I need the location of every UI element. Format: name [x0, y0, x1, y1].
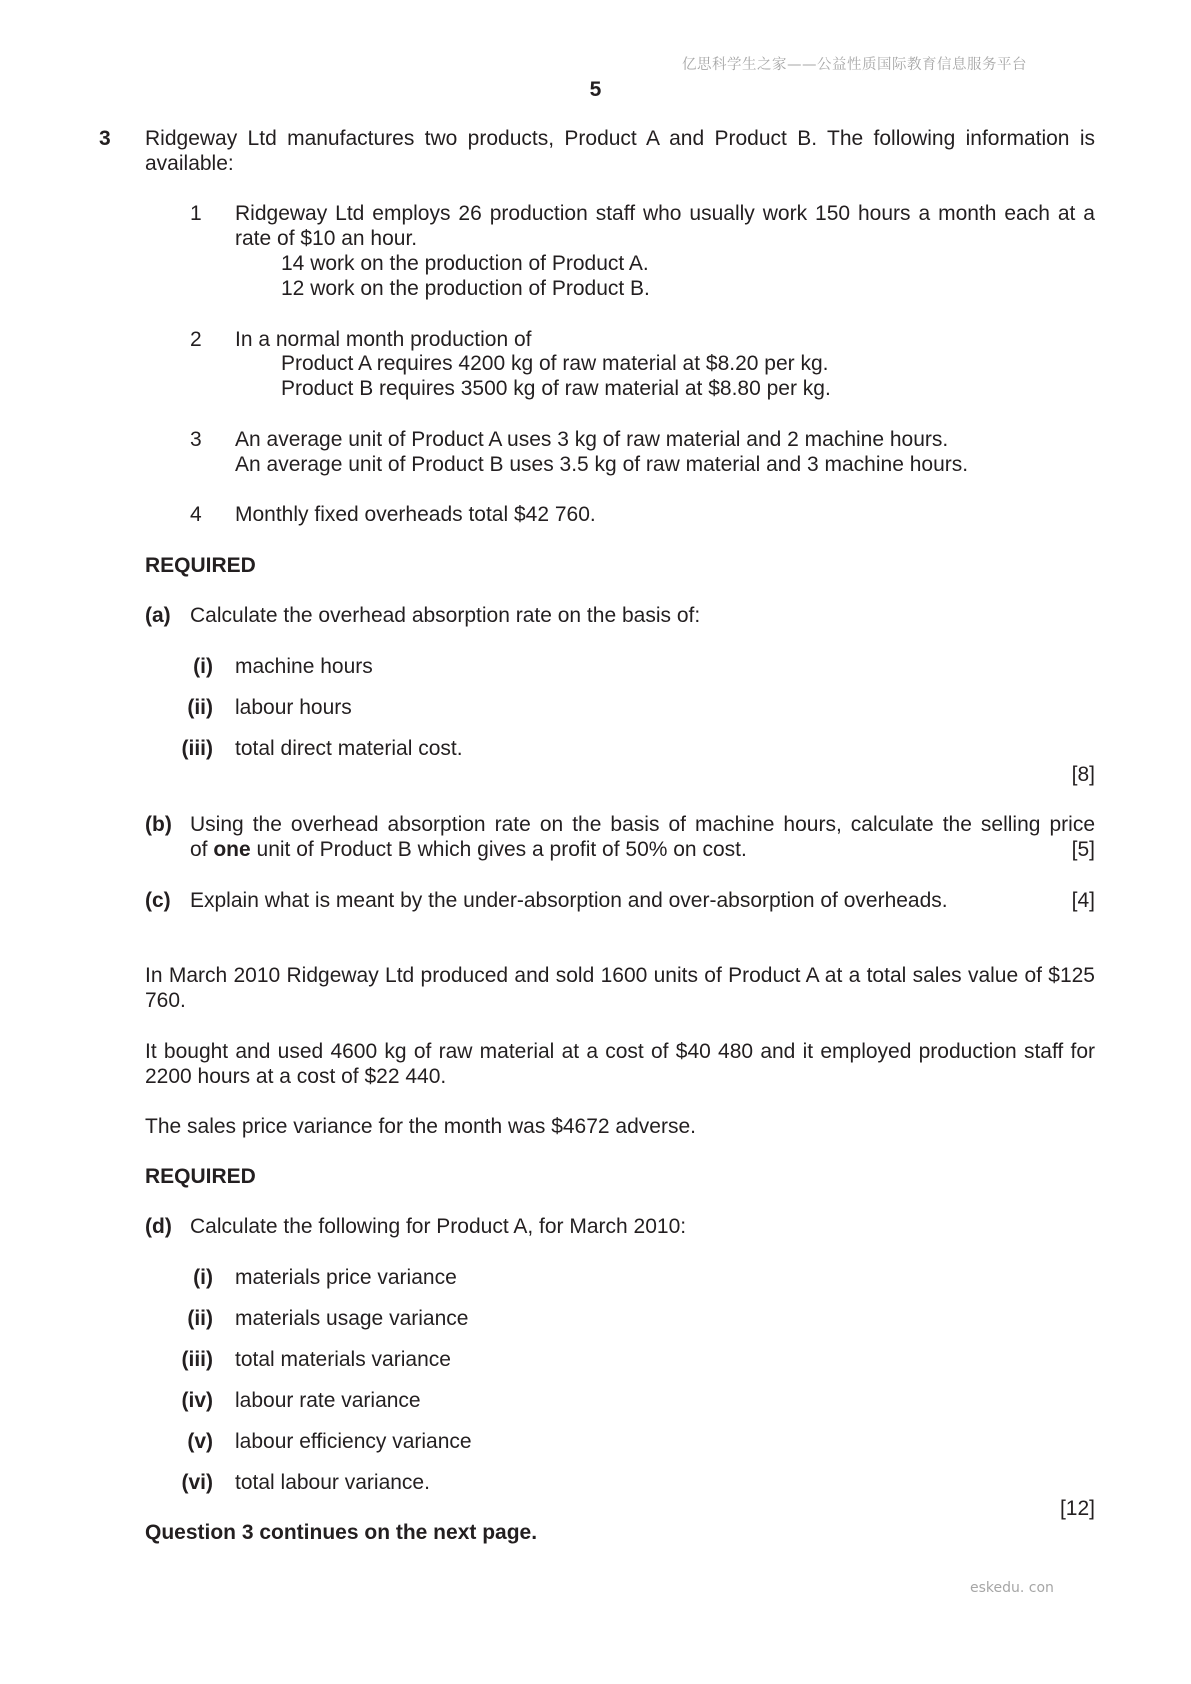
info-item-number: 3: [190, 428, 202, 451]
subpart-text: labour efficiency variance: [235, 1430, 472, 1453]
subpart-text: labour rate variance: [235, 1389, 421, 1412]
question-intro: Ridgeway Ltd manufactures two products, Product A and Product B. The following information is available:: [145, 127, 1095, 175]
subpart-text: total direct material cost.: [235, 737, 463, 760]
info-subline: Product A requires 4200 kg of raw material at $8.20 per kg.: [281, 352, 829, 375]
info-item-text: In a normal month production of: [235, 328, 532, 351]
part-b-emphasis: one: [213, 838, 251, 861]
marks: [12]: [1059, 1497, 1095, 1520]
subpart-label: (ii): [187, 696, 213, 719]
subpart-label: (iii): [181, 1348, 213, 1371]
scenario-paragraph: It bought and used 4600 kg of raw material at a cost of $40 480 and it employed production staff for 2200 hours at a cost of $22 440.: [145, 1040, 1095, 1088]
continues-note: Question 3 continues on the next page.: [145, 1521, 538, 1544]
subpart-text: materials price variance: [235, 1266, 457, 1289]
info-item-text: An average unit of Product A uses 3 kg of raw material and 2 machine hours.: [235, 428, 949, 451]
watermark-top: 亿思科学生之家——公益性质国际教育信息服务平台: [682, 57, 1027, 73]
part-b-text: Using the overhead absorption rate on the basis of machine hours, calculate the selling price: [190, 813, 1095, 836]
subpart-label: (iv): [181, 1389, 213, 1412]
info-item-number: 1: [190, 202, 202, 225]
page-number: 5: [589, 78, 602, 101]
required-heading: REQUIRED: [145, 554, 256, 577]
info-subline: Product B requires 3500 kg of raw material at $8.80 per kg.: [281, 377, 831, 400]
subpart-label: (v): [187, 1430, 213, 1453]
marks: [4]: [1071, 889, 1095, 912]
part-b-text: [190, 837, 747, 862]
required-heading: REQUIRED: [145, 1165, 256, 1188]
part-c-text: Explain what is meant by the under-absorption and over-absorption of overheads.: [190, 889, 948, 912]
subpart-label: (i): [193, 1266, 213, 1289]
info-item-number: 2: [190, 328, 202, 351]
marks: [8]: [1071, 763, 1095, 786]
subpart-label: (vi): [181, 1471, 213, 1494]
info-item-number: 4: [190, 503, 202, 526]
part-c-label: (c): [145, 889, 171, 912]
subpart-text: materials usage variance: [235, 1307, 469, 1330]
part-d-text: Calculate the following for Product A, for March 2010:: [190, 1215, 687, 1238]
subpart-label: (ii): [187, 1307, 213, 1330]
subpart-text: total labour variance.: [235, 1471, 430, 1494]
subpart-text: total materials variance: [235, 1348, 451, 1371]
part-b-text-post: unit of Product B which gives a profit of 50% on cost.: [250, 838, 747, 861]
marks: [5]: [1071, 838, 1095, 861]
part-b-text-pre: of: [190, 838, 214, 861]
info-subline: 14 work on the production of Product A.: [281, 252, 649, 275]
scenario-paragraph: In March 2010 Ridgeway Ltd produced and sold 1600 units of Product A at a total sales value of $125 760.: [145, 964, 1095, 1012]
info-subline: 12 work on the production of Product B.: [281, 277, 650, 300]
info-item-text: Ridgeway Ltd employs 26 production staff who usually work 150 hours a month each at a rate of $10 an hour.: [235, 202, 1095, 250]
subpart-label: (i): [193, 655, 213, 678]
part-a-text: Calculate the overhead absorption rate on the basis of:: [190, 604, 701, 627]
question-number: 3: [99, 127, 111, 150]
info-item-text: An average unit of Product B uses 3.5 kg of raw material and 3 machine hours.: [235, 453, 969, 476]
info-item-text: Monthly fixed overheads total $42 760.: [235, 503, 596, 526]
watermark-bottom: eskedu. con: [970, 1580, 1054, 1596]
part-d-label: (d): [145, 1215, 172, 1238]
subpart-label: (iii): [181, 737, 213, 760]
part-a-label: (a): [145, 604, 171, 627]
part-b-label: (b): [145, 813, 172, 836]
subpart-text: machine hours: [235, 655, 373, 678]
scenario-paragraph: The sales price variance for the month was $4672 adverse.: [145, 1115, 696, 1138]
subpart-text: labour hours: [235, 696, 352, 719]
